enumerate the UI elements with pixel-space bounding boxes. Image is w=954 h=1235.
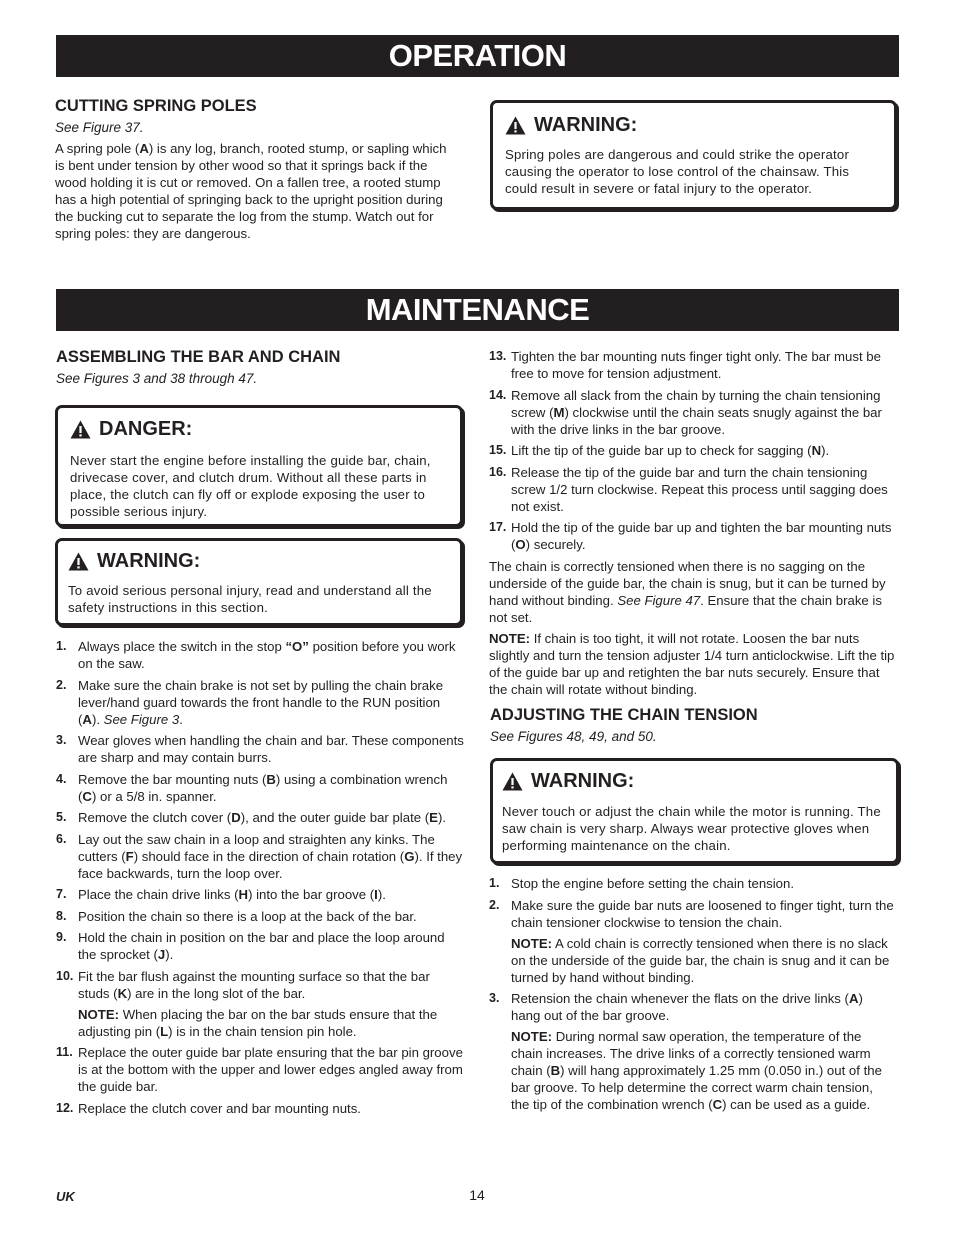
warning-triangle-icon — [68, 552, 89, 571]
warning-title: WARNING: — [502, 769, 888, 793]
tension-paragraph: The chain is correctly tensioned when there is no sagging on the underside of the guide bar, the chain is snug, but it can be turned by hand without binding. See Figure 47. Ensure that the chain brake is not set. — [489, 558, 886, 625]
spring-poles-section — [55, 96, 455, 242]
danger-text: Never start the engine before installing the guide bar, chain, drivecase cover, and clutch drum. Without all these parts in place, the clutch can fly off or explode exposing the user to possible serious injury. — [70, 453, 431, 519]
list-item: 16. Release the tip of the guide bar and turn the chain tensioning screw 1/2 turn clockwise. Repeat this process until sagging does not exist. — [489, 464, 888, 514]
warning-triangle-icon — [70, 420, 91, 439]
list-item: 4. Remove the bar mounting nuts (B) using a combination wrench (C) or a 5/8 in. spanner. — [56, 771, 448, 804]
warning-box-spring-poles — [490, 100, 897, 210]
list-item: 12. Replace the clutch cover and bar mounting nuts. — [56, 1100, 361, 1116]
note-tight-paragraph: NOTE: If chain is too tight, it will not rotate. Loosen the bar nuts slightly and turn the tension adjuster 1/4 turn anticlockwise. Lift the tip of the guide bar up and retighten the bar nuts securely. Ensure that the chain will rotate without binding. — [489, 630, 895, 697]
list-item: 5. Remove the clutch cover (D), and the outer guide bar plate (E). — [56, 810, 446, 825]
warning-text: To avoid serious personal injury, read and understand all the safety instructions in this section. — [68, 583, 432, 615]
list-item: 9. Hold the chain in position on the bar and place the loop around the sprocket (J). — [56, 930, 445, 962]
list-item: 2. Make sure the guide bar nuts are loosened to finger tight, turn the chain tensioner clockwise to tension the chain. NOTE: A cold chain is correctly tensioned when there is no slack on the underside of the guide bar, the chain is snug and it can be turned by hand without binding. — [489, 897, 894, 985]
list-item: 13. Tighten the bar mounting nuts finger tight only. The bar must be free to move for tension adjustment. — [489, 349, 881, 381]
adjusting-steps-list — [489, 875, 894, 1118]
adjusting-see: See Figures 48, 49, and 50. — [490, 729, 657, 744]
list-item: 1. Stop the engine before setting the chain tension. — [489, 876, 795, 891]
operation-banner: OPERATION — [56, 35, 899, 77]
note: NOTE: During normal saw operation, the temperature of the chain increases. The drive links of a correctly tensioned warm chain (B) will hang approximately 1.25 mm (0.050 in.) out of the bar groove. To help determine the correct warm chain tension, the tip of the combination wrench (C) can be used as a guide. — [511, 1029, 882, 1112]
list-item: 7. Place the chain drive links (H) into the bar groove (I). — [56, 887, 386, 902]
list-item: 10. Fit the bar flush against the mounting surface so that the bar studs (K) are in the long slot of the bar. NOTE: When placing the bar on the bar studs ensure that the adjusting pin (L) is in the chain tension pin hole. — [56, 968, 464, 1040]
list-item: 17. Hold the tip of the guide bar up and tighten the bar mounting nuts (O) securely. — [489, 520, 892, 552]
warning-text: Never touch or adjust the chain while the motor is running. The saw chain is very sharp. Always wear protective gloves when performing maintenance on the chain. — [502, 804, 881, 853]
warning-box-safety — [55, 538, 463, 626]
danger-box — [55, 405, 463, 527]
note: NOTE: A cold chain is correctly tensioned when there is no slack on the underside of the guide bar, the chain is snug and it can be turned by hand without binding. — [511, 935, 890, 985]
assembly-steps-continued — [489, 348, 899, 698]
assembling-heading: ASSEMBLING THE BAR AND CHAIN — [56, 348, 341, 366]
assembling-see: See Figures 3 and 38 through 47. — [56, 371, 258, 386]
adjusting-heading: ADJUSTING THE CHAIN TENSION — [490, 706, 758, 724]
spring-poles-text: A spring pole (A) is any log, branch, rooted stump, or sapling which is bent under tension by other wood so that it springs back if the wood holding it is cut or removed. On a fallen tree, a rooted stump has a high potential of springing back to the upright position during the bucking cut to separate the log from the stump. Watch out for spring poles: they are dangerous. — [55, 141, 447, 241]
list-item: 1. Always place the switch in the stop “O” position before you work on the saw. — [56, 639, 456, 671]
list-item: 8. Position the chain so there is a loop at the back of the bar. — [56, 908, 417, 924]
list-item: 15. Lift the tip of the guide bar up to check for sagging (N). — [489, 443, 830, 458]
warning-box-chain — [490, 758, 899, 864]
warning-title: WARNING: — [505, 113, 884, 137]
spring-poles-see: See Figure 37. — [55, 120, 144, 135]
assembly-steps-list — [56, 638, 464, 1121]
danger-title: DANGER: — [70, 417, 452, 441]
list-item: 14. Remove all slack from the chain by turning the chain tensioning screw (M) clockwise until the chain seats snugly against the bar with the drive links in the bar groove. — [489, 387, 882, 437]
warning-triangle-icon — [505, 116, 526, 135]
list-item: 11. Replace the outer guide bar plate ensuring that the bar pin groove is at the bottom with the upper and lower edges angled away from the guide bar. — [56, 1045, 463, 1094]
assembling-section — [56, 347, 461, 395]
footer-region: UK — [56, 1189, 75, 1204]
warning-triangle-icon — [502, 772, 523, 791]
warning-text: Spring poles are dangerous and could strike the operator causing the operator to lose control of the chainsaw. This could result in severe or fatal injury to the operator. — [505, 147, 850, 196]
list-item: 6. Lay out the saw chain in a loop and straighten any kinks. The cutters (F) should face in the direction of chain rotation (G). If they face backwards, turn the loop over. — [56, 831, 463, 881]
page-number: 14 — [469, 1187, 485, 1203]
maintenance-banner: MAINTENANCE — [56, 289, 899, 331]
note: NOTE: When placing the bar on the bar studs ensure that the adjusting pin (L) is in the chain tension pin hole. — [78, 1006, 438, 1039]
list-item: 3. Retension the chain whenever the flats on the drive links (A) hang out of the bar groove. NOTE: During normal saw operation, the temperature of the chain increases. The drive links of a correctly tensioned warm chain (B) will hang approximately 1.25 mm (0.050 in.) out of the bar groove. To help determine the correct warm chain tension, the tip of the combination wrench (C) can be used as a guide. — [489, 990, 894, 1113]
spring-poles-heading: CUTTING SPRING POLES — [55, 97, 257, 115]
adjusting-section — [490, 705, 900, 753]
list-item: 3. Wear gloves when handling the chain and bar. These components are sharp and may contain burrs. — [56, 733, 464, 765]
list-item: 2. Make sure the chain brake is not set by pulling the chain brake lever/hand guard towards the front handle to the RUN position (A). See Figure 3. — [56, 677, 444, 727]
warning-title: WARNING: — [68, 549, 452, 573]
